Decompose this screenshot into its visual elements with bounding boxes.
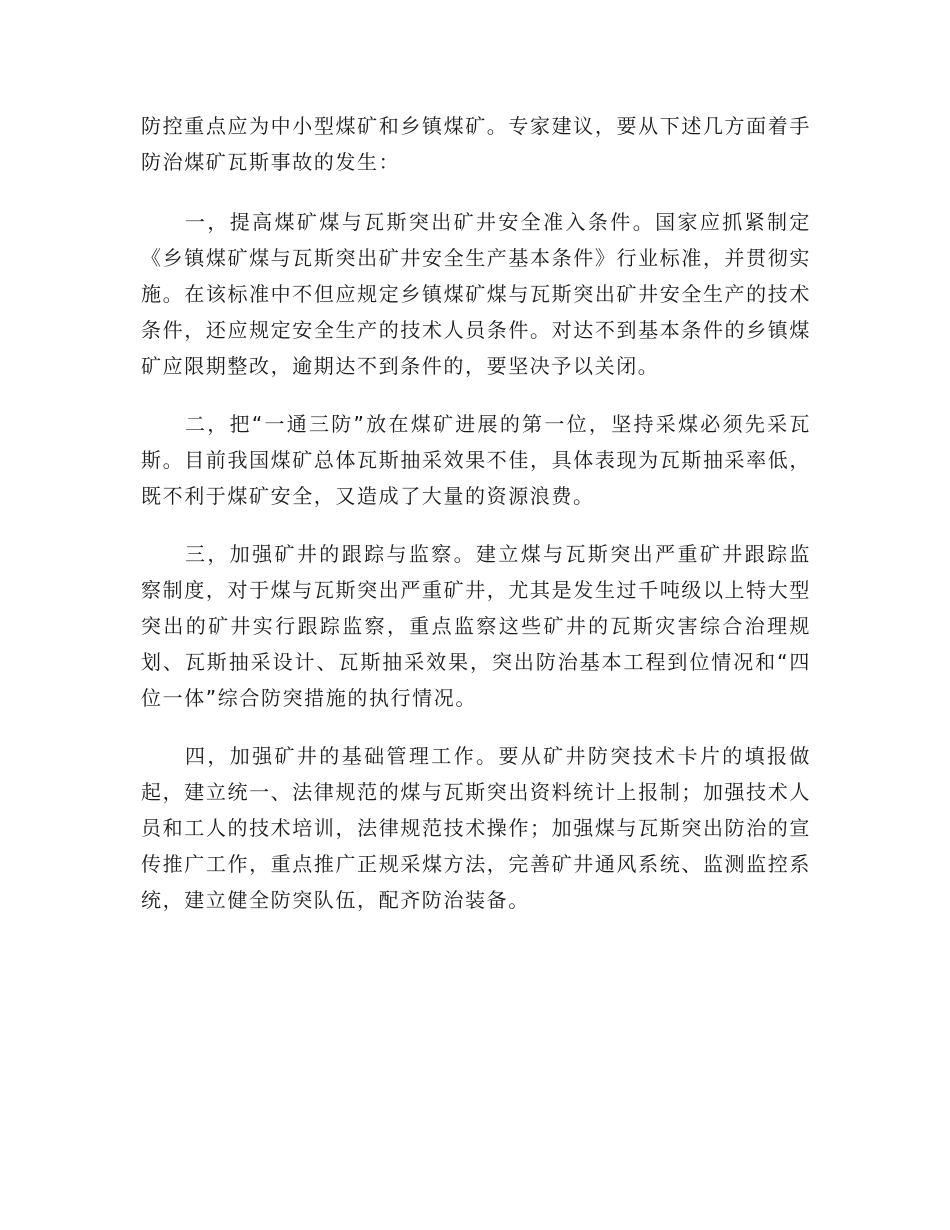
paragraph-point-3: 三，加强矿井的跟踪与监察。建立煤与瓦斯突出严重矿井跟踪监察制度，对于煤与瓦斯突出严重矿井，尤其是发生过千吨级以上特大型突出的矿井实行跟踪监察，重点监察这些矿井的瓦斯灾害综合治理规划、瓦斯抽采设计、瓦斯抽采效果，突出防治基本工程到位情况和“四位一体”综合防突措施的执行情况。 bbox=[141, 542, 811, 710]
paragraph-point-2: 二，把“一通三防”放在煤矿进展的第一位，坚持采煤必须先采瓦斯。目前我国煤矿总体瓦斯抽采效果不佳，具体表现为瓦斯抽采率低，既不利于煤矿安全，又造成了大量的资源浪费。 bbox=[141, 412, 811, 508]
paragraph-point-4: 四，加强矿井的基础管理工作。要从矿井防突技术卡片的填报做起，建立统一、法律规范的煤与瓦斯突出资料统计上报制；加强技术人员和工人的技术培训，法律规范技术操作；加强煤与瓦斯突出防治的宣传推广工作，重点推广正规采煤方法，完善矿井通风系统、监测监控系统，建立健全防突队伍，配齐防治装备。 bbox=[141, 744, 811, 912]
paragraph-point-1: 一，提高煤矿煤与瓦斯突出矿井安全准入条件。国家应抓紧制定《乡镇煤矿煤与瓦斯突出矿井安全生产基本条件》行业标准，并贯彻实施。在该标准中不但应规定乡镇煤矿煤与瓦斯突出矿井安全生产的技术条件，还应规定安全生产的技术人员条件。对达不到基本条件的乡镇煤矿应限期整改，逾期达不到条件的，要坚决予以关闭。 bbox=[141, 210, 811, 378]
document-body bbox=[141, 108, 811, 940]
paragraph-intro: 防控重点应为中小型煤矿和乡镇煤矿。专家建议，要从下述几方面着手防治煤矿瓦斯事故的发生： bbox=[141, 114, 811, 174]
